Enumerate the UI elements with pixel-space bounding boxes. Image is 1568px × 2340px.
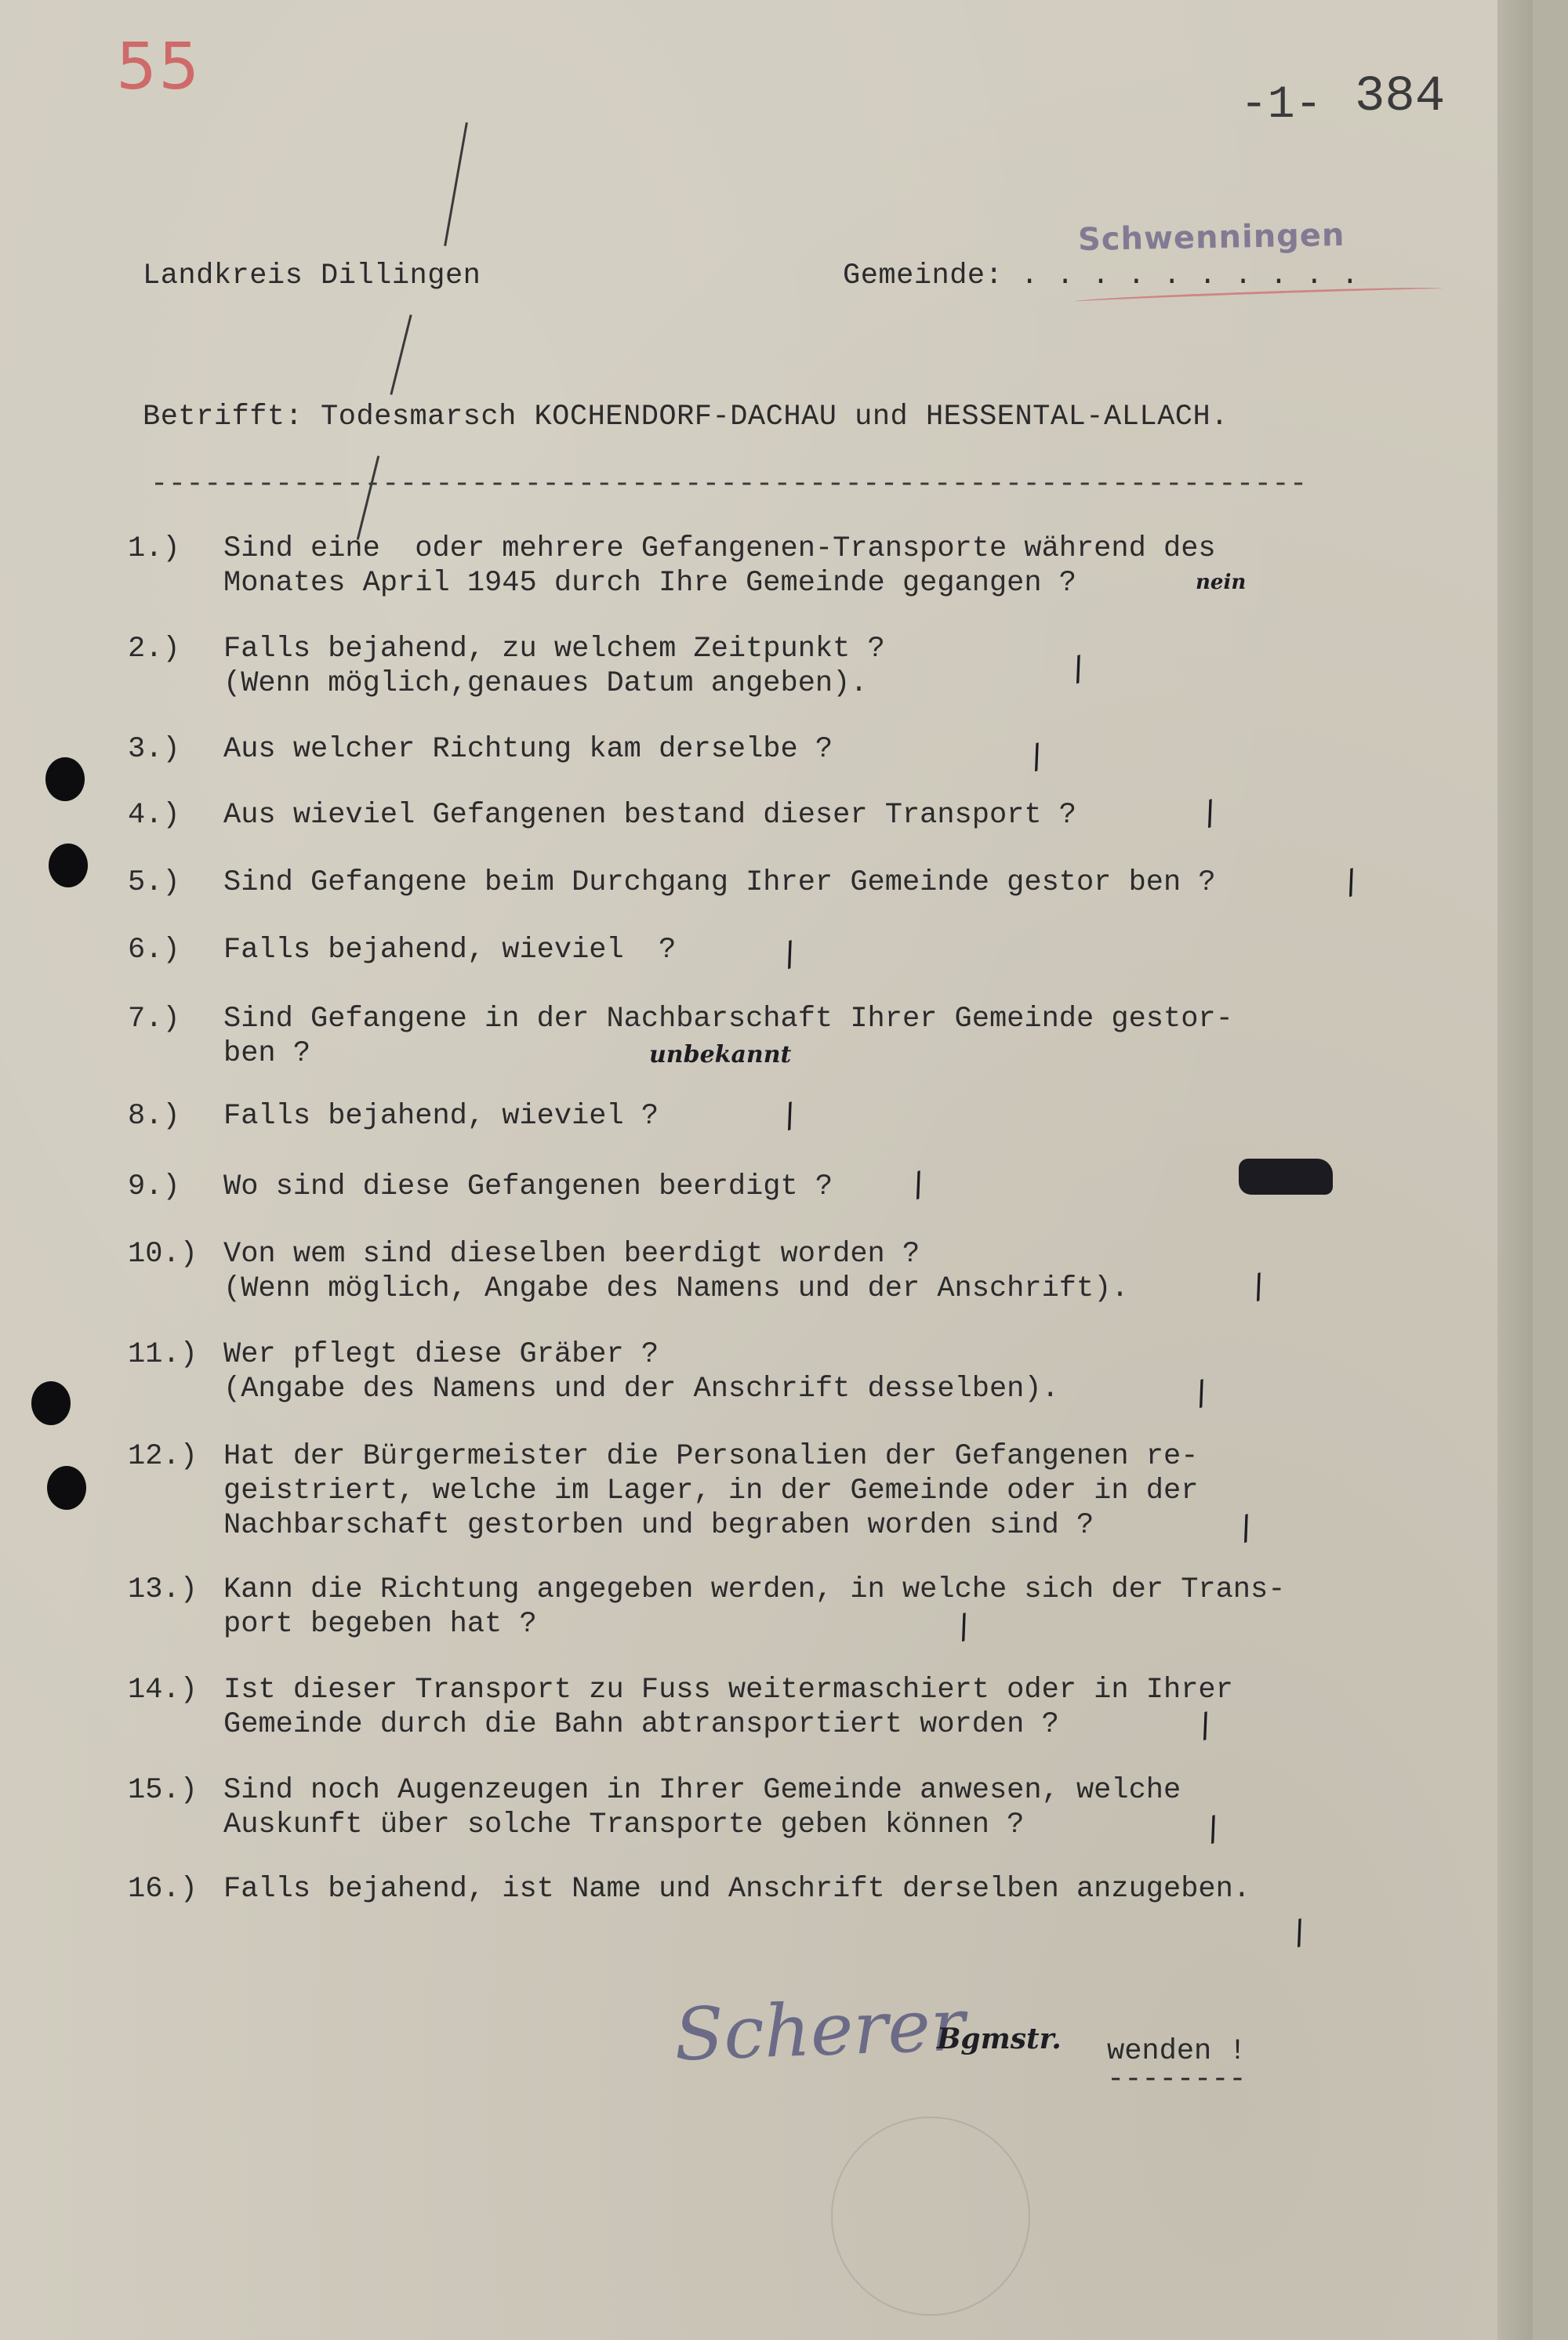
tick-mark: / <box>1247 1266 1269 1306</box>
question-number: 10.) <box>128 1238 198 1271</box>
question-number: 6.) <box>128 934 180 967</box>
question-text: Sind noch Augenzeugen in Ihrer Gemeinde anwesen, welche <box>223 1774 1181 1807</box>
separator-rule: ----------------------------------------------------------------- <box>151 468 1308 501</box>
question-number: 8.) <box>128 1100 180 1133</box>
question-text: Ist dieser Transport zu Fuss weitermaschiert oder in Ihrer <box>223 1674 1233 1707</box>
tick-mark: / <box>1194 1705 1216 1745</box>
question-number: 13.) <box>128 1573 198 1606</box>
page-edge <box>1497 0 1533 2340</box>
question-text: Von wem sind dieselben beerdigt worden ? <box>223 1238 920 1271</box>
question-text: Kann die Richtung angegeben werden, in welche sich der Trans- <box>223 1573 1286 1606</box>
tick-mark: / <box>779 934 800 974</box>
corner-mark: -1- <box>1240 80 1323 131</box>
handwritten-answer: nein <box>1196 571 1247 594</box>
faint-stamp <box>831 2117 1030 2316</box>
question-text: (Wenn möglich,genaues Datum angeben). <box>223 667 868 700</box>
question-text: Wo sind diese Gefangenen beerdigt ? <box>223 1170 833 1203</box>
red-page-number: 55 <box>116 30 201 104</box>
question-number: 15.) <box>128 1774 198 1807</box>
signature: Scherer <box>673 1983 967 2077</box>
tick-mark: / <box>1025 736 1047 776</box>
question-text: Monates April 1945 durch Ihre Gemeinde gegangen ? <box>223 567 1076 600</box>
question-text: Falls bejahend, zu welchem Zeitpunkt ? <box>223 633 885 666</box>
question-text: Gemeinde durch die Bahn abtransportiert worden ? <box>223 1708 1059 1741</box>
question-text: Aus welcher Richtung kam derselbe ? <box>223 733 833 766</box>
tick-mark: / <box>779 1095 800 1135</box>
turn-note-rule: -------- <box>1107 2063 1247 2096</box>
question-number: 14.) <box>128 1674 198 1707</box>
municipality-stamp: Schwenningen <box>1077 217 1345 258</box>
question-text: (Angabe des Namens und der Anschrift desselben). <box>223 1373 1059 1406</box>
tick-mark: / <box>1235 1507 1257 1547</box>
ink-blot <box>1239 1159 1333 1195</box>
question-number: 12.) <box>128 1440 198 1473</box>
tick-mark: / <box>1202 1809 1224 1848</box>
question-number: 16.) <box>128 1873 198 1906</box>
question-number: 9.) <box>128 1170 180 1203</box>
tick-mark: / <box>1067 648 1089 688</box>
question-number: 11.) <box>128 1338 198 1371</box>
question-text: Aus wieviel Gefangenen bestand dieser Transport ? <box>223 799 1076 832</box>
question-text: Hat der Bürgermeister die Personalien der Gefangenen re- <box>223 1440 1199 1473</box>
signature-title: Bgmstr. <box>937 2023 1062 2055</box>
question-text: Sind eine oder mehrere Gefangenen-Transporte während des <box>223 532 1216 565</box>
question-number: 3.) <box>128 733 180 766</box>
question-text: Nachbarschaft gestorben und begraben worden sind ? <box>223 1509 1094 1542</box>
punch-hole <box>47 1466 86 1510</box>
tick-mark: / <box>1199 793 1221 833</box>
question-text: Auskunft über solche Transporte geben können ? <box>223 1809 1025 1841</box>
question-text: Sind Gefangene beim Durchgang Ihrer Gemeinde gestor ben ? <box>223 866 1216 899</box>
ink-stroke <box>390 314 412 395</box>
question-text: Wer pflegt diese Gräber ? <box>223 1338 659 1371</box>
question-text: (Wenn möglich, Angabe des Namens und der Anschrift). <box>223 1272 1129 1305</box>
tick-mark: / <box>953 1606 975 1646</box>
question-text: ben ? <box>223 1037 311 1070</box>
question-number: 7.) <box>128 1003 180 1036</box>
question-text: geistriert, welche im Lager, in der Gemeinde oder in der <box>223 1475 1199 1507</box>
question-text: port begeben hat ? <box>223 1608 537 1641</box>
tick-mark: / <box>907 1164 929 1204</box>
question-text: Falls bejahend, ist Name und Anschrift derselben anzugeben. <box>223 1873 1251 1906</box>
district-line: Landkreis Dillingen <box>143 259 481 292</box>
ink-stroke <box>444 122 468 246</box>
punch-hole <box>31 1381 71 1425</box>
subject-line: Betrifft: Todesmarsch KOCHENDORF-DACHAU und HESSENTAL-ALLACH. <box>143 401 1229 434</box>
tick-mark: / <box>1288 1912 1310 1952</box>
question-number: 4.) <box>128 799 180 832</box>
question-number: 5.) <box>128 866 180 899</box>
municipality-label: Gemeinde: . . . . . . . . . . <box>843 259 1359 292</box>
punch-hole <box>45 757 85 801</box>
question-text: Sind Gefangene in der Nachbarschaft Ihrer Gemeinde gestor- <box>223 1003 1233 1036</box>
punch-hole <box>49 843 88 887</box>
typed-page-number: 384 <box>1355 69 1446 125</box>
question-number: 2.) <box>128 633 180 666</box>
tick-mark: / <box>1340 862 1362 902</box>
question-number: 1.) <box>128 532 180 565</box>
question-text: Falls bejahend, wieviel ? <box>223 934 677 967</box>
turn-page-note: wenden ! <box>1107 2035 1247 2068</box>
handwritten-answer: unbekannt <box>649 1041 792 1068</box>
tick-mark: / <box>1190 1373 1212 1413</box>
question-text: Falls bejahend, wieviel ? <box>223 1100 659 1133</box>
